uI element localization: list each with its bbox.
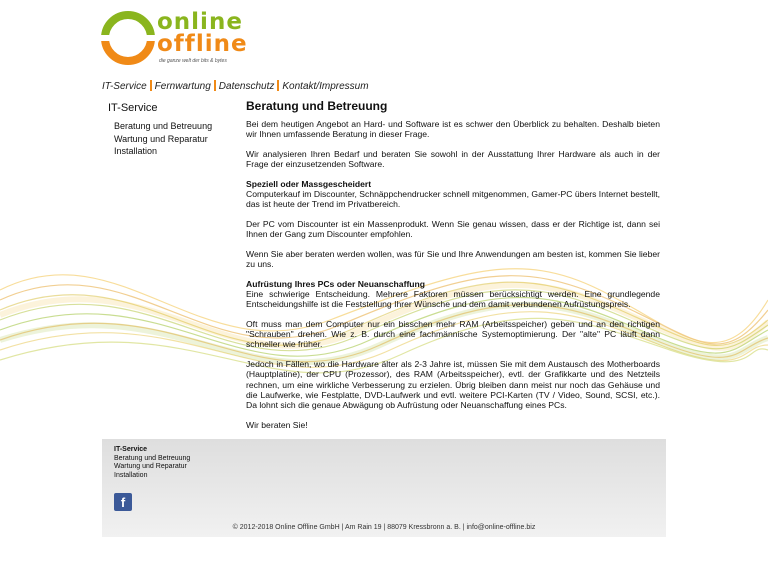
nav-fernwartung[interactable]: Fernwartung bbox=[154, 81, 211, 92]
section-heading: Speziell oder Massgescheidert bbox=[246, 179, 372, 190]
nav-datenschutz[interactable]: Datenschutz bbox=[218, 81, 275, 92]
logo-slogan: die ganze welt der bits & bytes bbox=[159, 58, 227, 64]
logo-text-online: online bbox=[157, 9, 243, 35]
footer-link-beratung[interactable]: Beratung und Betreuung bbox=[114, 454, 191, 462]
logo-ring-icon bbox=[101, 11, 155, 65]
paragraph: Der PC vom Discounter ist ein Massenprodukt. Wenn Sie genau wissen, dass er der Richtige ist, dann sei Ihnen der Gang zum Discounter empfohlen. bbox=[246, 219, 660, 240]
paragraph: Eine schwierige Entscheidung. Mehrere Faktoren müssen berücksichtigt werden. Eine grundlegende Entscheidungshilfe ist die Feststellung Ihrer Wünsche und dem damit verbundenen Aufrüstungspreis. bbox=[246, 289, 660, 310]
paragraph: Wenn Sie aber beraten werden wollen, was für Sie und Ihre Anwendungen am besten ist, kommen Sie lieber zu uns. bbox=[246, 249, 660, 270]
paragraph: Bei dem heutigen Angebot an Hard- und Software ist es schwer den Überblick zu behalten. Deshalb bieten wir Ihnen umfassende Beratung in dieser Frage. bbox=[246, 119, 660, 140]
section-aufruestung bbox=[246, 279, 660, 310]
main-content bbox=[246, 101, 660, 439]
paragraph: Oft muss man dem Computer nur ein bisschen mehr RAM (Arbeitsspeicher) geben und an den richtigen "Schrauben" drehen. Wie z. B. durch eine fachmännische Systemoptimierung. Der "alte" PC läuft dann schneller wie früher. bbox=[246, 319, 660, 350]
section-heading: Aufrüstung Ihres PCs oder Neuanschaffung bbox=[246, 278, 426, 289]
nav-separator bbox=[214, 80, 216, 91]
sidebar-item-installation[interactable]: Installation bbox=[114, 146, 158, 156]
nav-kontakt-impressum[interactable]: Kontakt/Impressum bbox=[282, 81, 369, 92]
sidebar-title[interactable]: IT-Service bbox=[108, 102, 158, 114]
nav-separator bbox=[277, 80, 279, 91]
section-speziell bbox=[246, 179, 660, 210]
site-logo[interactable] bbox=[101, 11, 251, 67]
sidebar-item-wartung[interactable]: Wartung und Reparatur bbox=[114, 133, 208, 144]
sidebar bbox=[108, 102, 238, 158]
top-navigation bbox=[102, 80, 369, 92]
nav-it-service[interactable]: IT-Service bbox=[102, 81, 147, 92]
footer bbox=[102, 439, 666, 537]
page-title: Beratung und Betreuung bbox=[246, 99, 388, 113]
closing-line: Wir beraten Sie! bbox=[246, 419, 308, 430]
paragraph: Computerkauf im Discounter, Schnäppchendrucker schnell mitgenommen, Gamer-PC übers Internet bestellt, das ist heute der Trend im Privatbereich. bbox=[246, 189, 660, 210]
footer-link-installation[interactable]: Installation bbox=[114, 471, 148, 479]
footer-links bbox=[114, 446, 190, 480]
footer-title[interactable]: IT-Service bbox=[114, 446, 148, 453]
nav-separator bbox=[150, 80, 152, 91]
paragraph: Jedoch in Fällen, wo die Hardware älter als 2-3 Jahre ist, müssen Sie mit dem Austausch des Motherboards (Hauptplatine), der CPU (Prozessor), des RAM (Arbeitsspeicher), evtl. der Grafikkarte und des Netzteils rechnen, um eine wirkliche Verbesserung zu erzielen. Übrig bleiben dann meist nur noch das Gehäuse und die Laufwerke, wie Festplatte, DVD-Laufwerk und evtl. weitere PCI-Karten (TV / Video, Sound, SCSI, etc.). Da lohnt sich die genaue Abwägung ob Aufrüstung oder Neuanschaffung eines PCs. bbox=[246, 359, 660, 410]
copyright-text: © 2012-2018 Online Offline GmbH | Am Rain 19 | 88079 Kressbronn a. B. | info@online-offline.biz bbox=[232, 524, 536, 531]
footer-link-wartung[interactable]: Wartung und Reparatur bbox=[114, 463, 187, 470]
logo-text-offline: offline bbox=[157, 31, 248, 57]
sidebar-item-beratung[interactable]: Beratung und Betreuung bbox=[114, 121, 213, 131]
facebook-icon[interactable]: f bbox=[114, 493, 132, 511]
paragraph: Wir analysieren Ihren Bedarf und beraten Sie sowohl in der Ausstattung Ihrer Hardware als auch in der Frage der einzusetzenden Software. bbox=[246, 149, 660, 170]
